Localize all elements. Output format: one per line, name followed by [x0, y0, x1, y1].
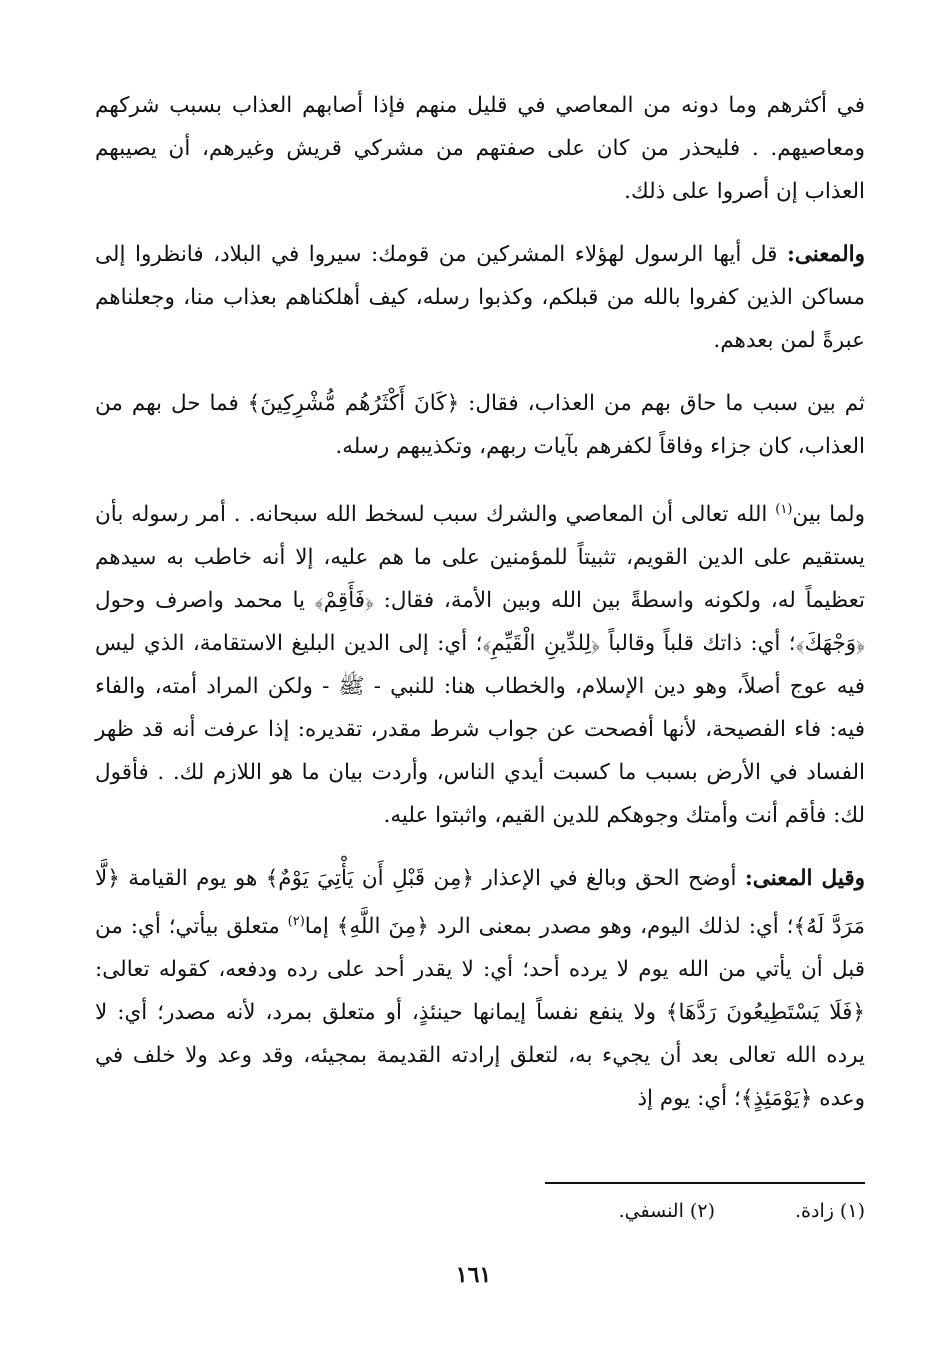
paragraph-1-text: في أكثرهم وما دونه من المعاصي في قليل منهم فإذا أصابهم العذاب بسبب شركهم ومعاصيهم. . فليحذر من كان على صفتهم من مشركي قريش وغيرهم، أن يصيبهم العذاب إن أصروا على ذلك. — [95, 93, 865, 204]
paragraph-3 — [95, 382, 865, 468]
footnote-ref-1[interactable]: (١) — [775, 502, 793, 517]
paragraph-2 — [95, 233, 865, 362]
paragraph-5-lead: وقيل المعنى: — [744, 866, 865, 892]
footnotes — [300, 1196, 865, 1226]
paragraph-4-before-ref: ولما بين — [792, 502, 865, 528]
footnote-ref-2[interactable]: (٢) — [287, 914, 305, 930]
main-text — [95, 84, 865, 1140]
paragraph-5-after-ref: متعلق بيأتي؛ أي: من قبل أن يأتي من الله يوم لا يرده أحد؛ أي: لا يقدر أحد على رده ودفعه، كقوله تعالى: ﴿فَلَا يَسْتَطِيعُونَ رَدَّهَا﴾ ولا ينفع نفساً إيمانها حينئذٍ، أو متعلق بمرد، لأنه مصدر؛ أي: لا يرده الله تعالى بعد أن يجيء به، لتعلق إرادته القديمة بمجيئه، وقد وعد ولا خلف في وعده ﴿يَوْمَئِذٍ﴾؛ أي: يوم إذ — [95, 914, 865, 1112]
paragraph-2-text: قل أيها الرسول لهؤلاء المشركين من قومك: سيروا في البلاد، فانظروا إلى مساكن الذين كفروا بالله من قبلكم، وكذبوا رسله، كيف أهلكناهم بعذاب منا، وجعلناهم عبرةً لمن بعدهم. — [95, 242, 865, 353]
page-number: ١٦١ — [455, 1262, 492, 1288]
footnote-2: (٢) النسفي. — [618, 1200, 715, 1222]
footnote-divider — [545, 1182, 865, 1184]
paragraph-1 — [95, 84, 865, 213]
paragraph-3-text: ثم بين سبب ما حاق بهم من العذاب، فقال: ﴿كَانَ أَكْثَرُهُم مُّشْرِكِينَ﴾ فما حل بهم من العذاب، كان جزاء وفاقاً لكفرهم بآيات ربهم، وتكذيبهم رسله. — [95, 391, 865, 459]
paragraph-5-text: أوضح الحق وبالغ في الإعذار ﴿مِن قَبْلِ أَن يَأْتِيَ يَوْمٌ﴾ هو يوم القيامة ﴿لَّا مَرَدَّ لَهُ﴾؛ أي: لذلك اليوم، وهو مصدر بمعنى الرد ﴿مِنَ اللَّهِ﴾ إما — [95, 866, 865, 940]
paragraph-2-lead: والمعنى: — [786, 242, 865, 267]
paragraph-5 — [95, 857, 865, 1120]
paragraph-4-text: الله تعالى أن المعاصي والشرك سبب لسخط الله سبحانه. . أمر رسوله بأن يستقيم على الدين القويم، تثبيتاً للمؤمنين على ما هم عليه، إلا أنه خاطب به سيدهم تعظيماً له، ولكونه واسطةً بين الله وبين الأمة، فقال: ﴿فَأَقِمْ﴾ يا محمد واصرف وحول ﴿وَجْهَكَ﴾؛ أي: ذاتك قلباً وقالباً ﴿لِلدِّينِ الْقَيِّمِ﴾؛ أي: إلى الدين البليغ الاستقامة، الذي ليس فيه عوج أصلاً، وهو دين الإسلام، والخطاب هنا: للنبي - ﷺ - ولكن المراد أمته، والفاء فيه: فاء الفصيحة، لأنها أفصحت عن جواب شرط مقدر، تقديره: إذا عرفت أنه قد ظهر الفساد في الأرض بسبب ما كسبت أيدي الناس، وأردت بيان ما هو اللازم لك. . فأقول لك: فأقم أنت وأمتك وجوهكم للدين القيم، واثبتوا عليه. — [95, 502, 865, 829]
paragraph-4 — [95, 488, 865, 837]
footnote-1: (١) زادة. — [794, 1200, 865, 1222]
